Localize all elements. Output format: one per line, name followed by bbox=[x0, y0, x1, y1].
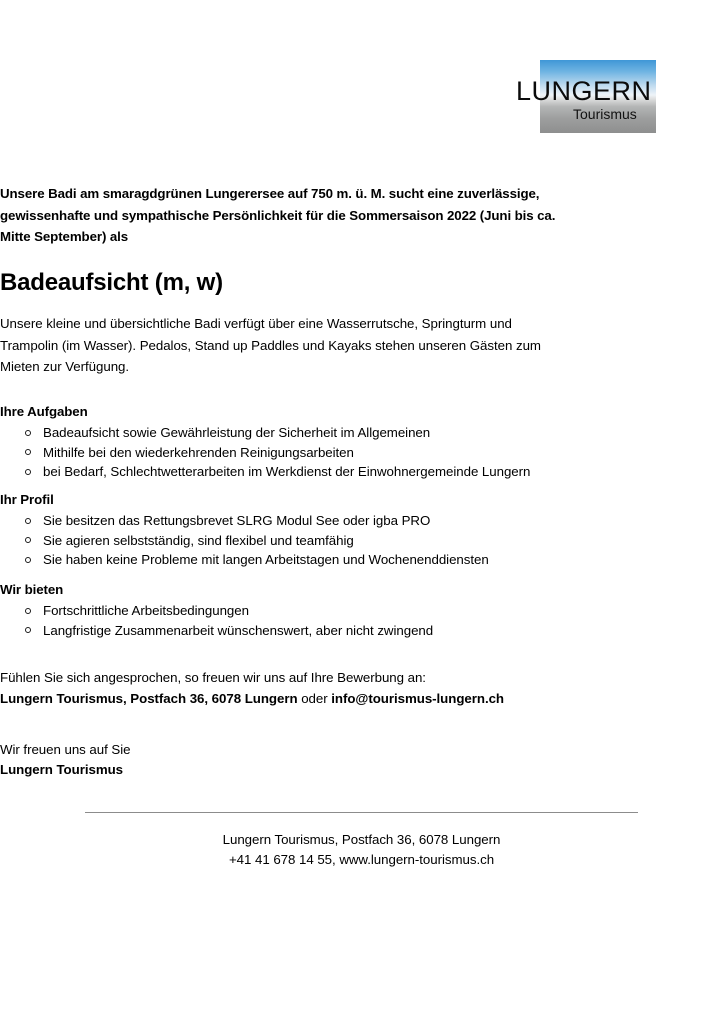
section-list bbox=[0, 511, 560, 570]
closing-line: Wir freuen uns auf Sie bbox=[0, 742, 131, 757]
list-item-label: bei Bedarf, Schlechtwetterarbeiten im Werkdienst der Einwohnergemeinde Lungern bbox=[43, 464, 531, 479]
section-ihre-aufgaben bbox=[0, 402, 560, 482]
application-contact-line bbox=[0, 688, 560, 709]
intro-paragraph: Unsere Badi am smaragdgrünen Lungerersee auf 750 m. ü. M. sucht eine zuverlässige, gewissenhafte und sympathische Persönlichkeit für die Sommersaison 2022 (Juni bis ca. Mitte September) als bbox=[0, 186, 556, 244]
circle-bullet-icon bbox=[25, 627, 31, 633]
section-heading: Ihre Aufgaben bbox=[0, 404, 88, 419]
list-item-label: Sie agieren selbstständig, sind flexibel und teamfähig bbox=[43, 532, 354, 548]
section-heading: Ihr Profil bbox=[0, 492, 54, 507]
list-item bbox=[0, 550, 560, 570]
description-paragraph: Unsere kleine und übersichtliche Badi verfügt über eine Wasserrutsche, Springturm und Trampolin (im Wasser). Pedalos, Stand up Paddles und Kayaks stehen unseren Gästen zum Mieten zur Verfügung. bbox=[0, 316, 541, 374]
application-email[interactable]: info@tourismus-lungern.ch bbox=[331, 691, 505, 706]
list-item bbox=[0, 423, 560, 443]
footer bbox=[85, 830, 638, 869]
circle-bullet-icon bbox=[25, 557, 31, 563]
page-title: Badeaufsicht (m, w) bbox=[0, 269, 223, 297]
circle-bullet-icon bbox=[25, 608, 31, 614]
logo-wordmark: LUNGERN bbox=[516, 76, 652, 106]
application-block bbox=[0, 667, 560, 709]
application-prompt: Fühlen Sie sich angesprochen, so freuen wir uns auf Ihre Bewerbung an: bbox=[0, 670, 426, 685]
list-item-label: Langfristige Zusammenarbeit wünschenswert, aber nicht zwingend bbox=[43, 622, 434, 638]
closing-signature: Lungern Tourismus bbox=[0, 761, 124, 777]
circle-bullet-icon bbox=[25, 449, 31, 455]
lungern-tourismus-logo bbox=[516, 60, 656, 133]
closing-block bbox=[0, 740, 400, 779]
circle-bullet-icon bbox=[25, 537, 31, 543]
logo-subtitle: Tourismus bbox=[573, 106, 637, 122]
list-item-label: Fortschrittliche Arbeitsbedingungen bbox=[43, 603, 249, 618]
section-ihr-profil bbox=[0, 490, 560, 570]
list-item bbox=[0, 511, 560, 531]
circle-bullet-icon bbox=[25, 469, 31, 475]
list-item-label: Sie haben keine Probleme mit langen Arbeitstagen und Wochenenddiensten bbox=[43, 552, 489, 567]
footer-divider bbox=[85, 812, 638, 813]
application-conjunction: oder bbox=[297, 691, 332, 706]
list-item bbox=[0, 621, 560, 641]
list-item-label: Sie besitzen das Rettungsbrevet SLRG Modul See oder igba PRO bbox=[43, 513, 431, 528]
section-wir-bieten bbox=[0, 580, 560, 640]
list-item bbox=[0, 531, 560, 551]
circle-bullet-icon bbox=[25, 518, 31, 524]
list-item bbox=[0, 462, 560, 482]
section-list bbox=[0, 601, 560, 640]
list-item bbox=[0, 443, 560, 463]
list-item bbox=[0, 601, 560, 621]
application-address: Lungern Tourismus, Postfach 36, 6078 Lungern bbox=[0, 691, 298, 706]
list-item-label: Mithilfe bei den wiederkehrenden Reinigungsarbeiten bbox=[43, 444, 354, 460]
footer-contact: +41 41 678 14 55, www.lungern-tourismus.ch bbox=[228, 851, 495, 867]
section-heading: Wir bieten bbox=[0, 582, 64, 597]
section-list bbox=[0, 423, 560, 482]
circle-bullet-icon bbox=[25, 430, 31, 436]
footer-address: Lungern Tourismus, Postfach 36, 6078 Lungern bbox=[222, 832, 501, 847]
list-item-label: Badeaufsicht sowie Gewährleistung der Sicherheit im Allgemeinen bbox=[43, 425, 431, 440]
